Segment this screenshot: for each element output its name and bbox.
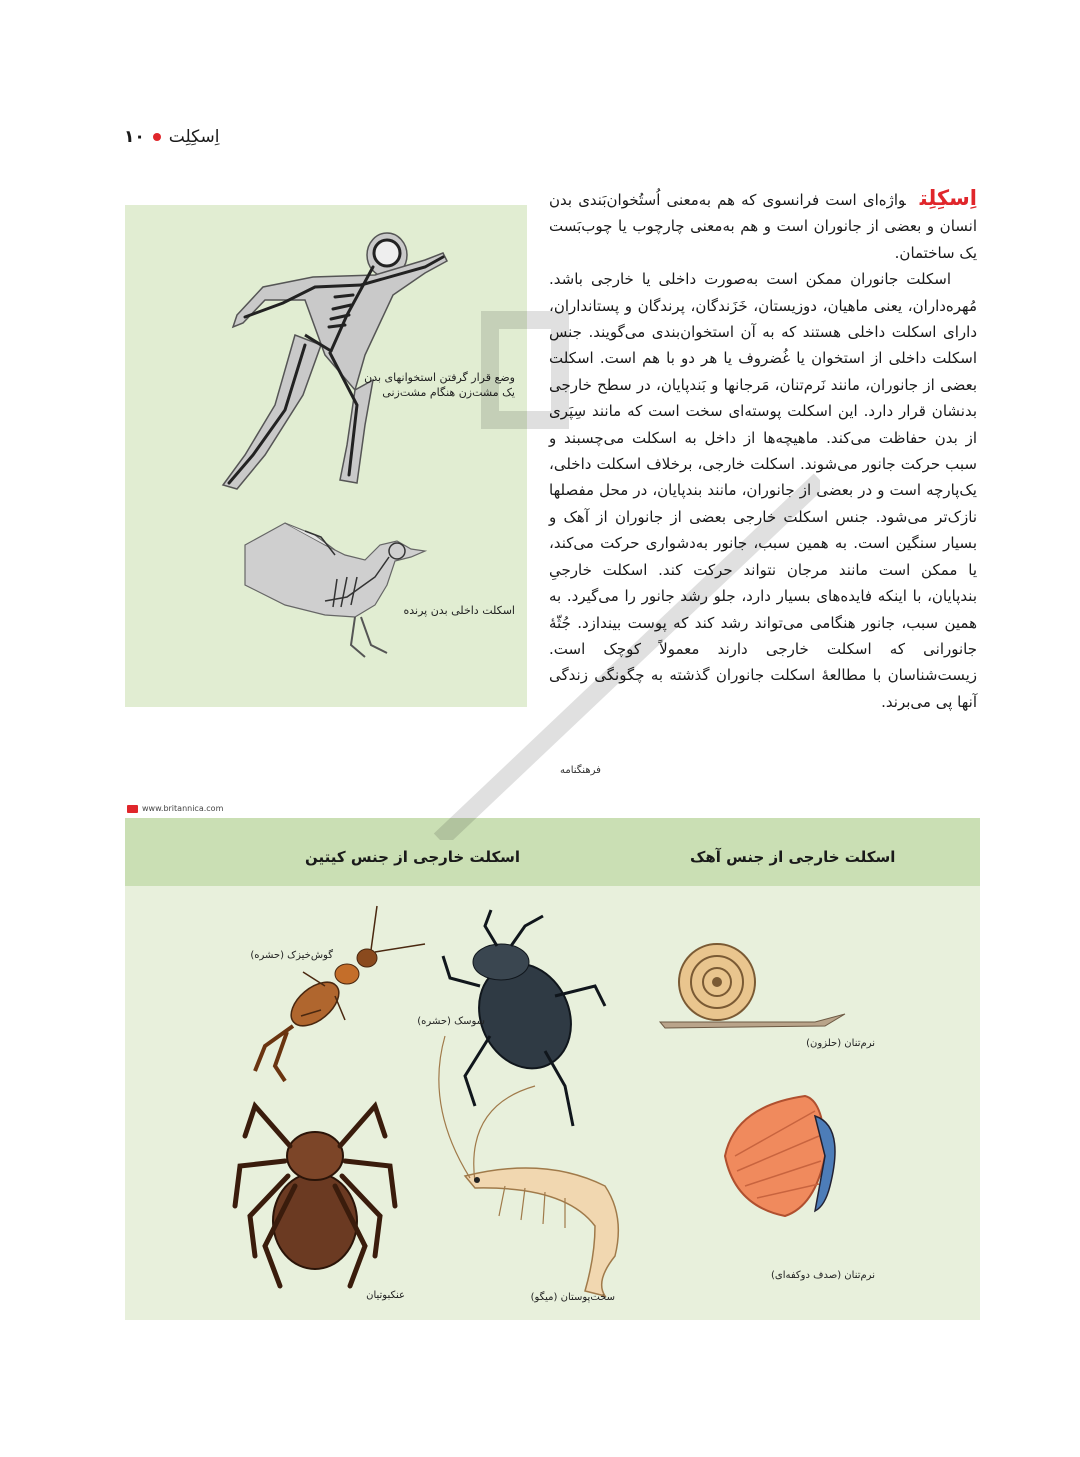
- encyclopedia-article: [549, 185, 977, 715]
- headword: اِسکِلِت: [919, 186, 977, 210]
- label-earwig: گوش‌خیزک (حشره): [250, 950, 333, 961]
- skeleton-illustrations: [125, 205, 527, 707]
- lime-column-title: اسکلت خارجی از جنس آهک: [690, 848, 896, 866]
- scallop-illustration: [725, 1096, 835, 1216]
- running-title: اِسکِلِت: [168, 127, 220, 147]
- header-bullet: [153, 133, 161, 141]
- label-shrimp: سخت‌پوستان (میگو): [530, 1292, 615, 1303]
- exoskeleton-panel: [125, 886, 980, 1320]
- image-credit: [127, 804, 223, 813]
- bird-caption: اسکلت داخلی بدن پرنده: [403, 604, 515, 617]
- article-body: اسکلت جانوران ممکن است به‌صورت داخلی یا خارجی باشد. مُهره‌داران، یعنی ماهیان، دوزیستان، خَزَندگان، پرندگان و پستانداران، دارای اسکلت داخلی هستند که به آن استخوان‌بندی می‌گویند. جنس اسکلت داخلی از استخوان یا غُضروف یا هر دو با هم است. اسکلت بعضی از جانوران، مانند نَرم‌تنان، مَرجانها و بَندپایان، در سطح خارجی بدنشان قرار دارد. این اسکلت پوسته‌ای سخت است که مانند سِپَری از بدن حفاظت می‌کند. ماهیچه‌ها از داخل به اسکلت می‌چسبند و سبب حرکت جانور می‌شوند. اسکلت خارجی، برخلاف اسکلت داخلی، یک‌پارچه است و در بعضی از جانوران، مانند بندپایان، در محل مفصلها نازک‌تر می‌شود. جنس اسکلت خارجی بعضی از جانوران از آهک و بسیار سنگین است. به همین سبب، جانور به‌دشواری حرکت می‌کند، یا ممکن است مانند مرجان نتواند حرکت کند. اسکلت خارجیِ بندپایان، با اینکه فایده‌های بسیار دارد، جلو رشد جانور را می‌گیرد. به همین سبب، جانور هنگامی می‌تواند رشد کند که پوست بیندازد. جُثّهٔ جانورانی که اسکلت خارجی دارند معمولاً کوچک است. زیست‌شناسان با مطالعهٔ اسکلت جانوران گذشته به چگونگی زندگی آنها پی می‌برند.: [549, 270, 977, 711]
- label-scallop: نرم‌تنان (صدف دوکفه‌ای): [770, 1270, 875, 1281]
- label-spider: عنکبوتیان: [366, 1290, 405, 1301]
- credit-url: www.britannica.com: [142, 804, 224, 813]
- page-number: ۱۰: [124, 127, 145, 147]
- snail-illustration: [660, 944, 845, 1028]
- chitin-column-title: اسکلت خارجی از جنس کیتین: [305, 848, 521, 866]
- page-header: [124, 124, 219, 150]
- label-snail: نرم‌تنان (حلزون): [806, 1038, 875, 1049]
- thrower-caption: وضع قرار گرفتن استخوانهای بدن یک مشت‌زن هنگام مشت‌زنی: [364, 371, 515, 399]
- label-beetle: سوسک (حشره): [417, 1016, 485, 1027]
- skeleton-figure: [125, 205, 527, 707]
- source-label: فرهنگنامه: [560, 765, 601, 776]
- britannica-logo-icon: [127, 805, 138, 813]
- spider-illustration: [235, 1106, 395, 1286]
- definition: واژه‌ای است فرانسوی که هم به‌معنی اُستُخوان‌بَندی بدن انسان و بعضی از جانوران است و هم به‌معنی چارچوب یا چوب‌بَست یک ساختمان.: [549, 191, 977, 262]
- article-intro: [549, 185, 977, 266]
- earwig-illustration: [255, 906, 425, 1081]
